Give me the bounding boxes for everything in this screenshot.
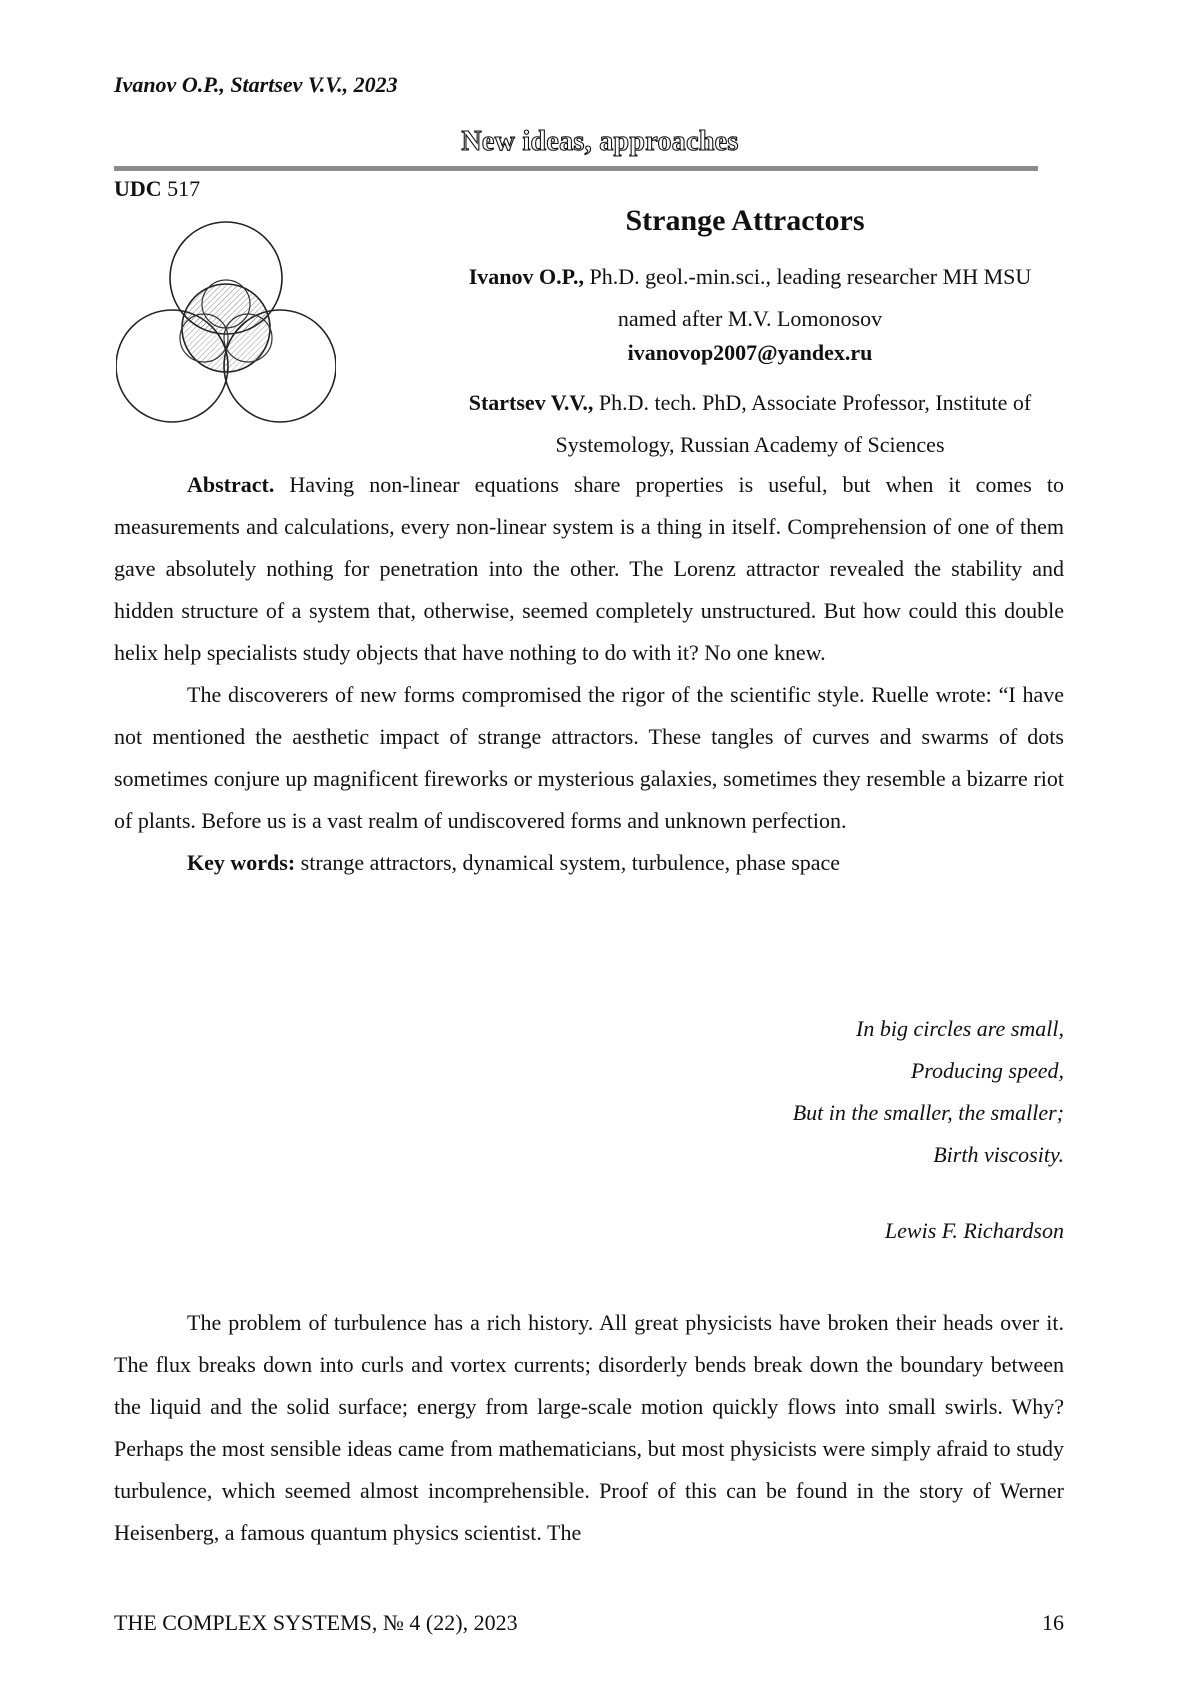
abstract-paragraph-2: The discoverers of new forms compromised the rigor of the scientific style. Ruelle wrote: “I have not mentioned the aesthetic impact of strange attractors. These tangles of curves and swarms of dots sometimes conjure up magnificent fireworks or mysterious galaxies, sometimes they resemble a bizarre riot of plants. Before us is a vast realm of undiscovered forms and unknown perfection. bbox=[114, 682, 1064, 833]
abstract-section bbox=[114, 464, 1064, 884]
author2-desc-cont: Systemology, Russian Academy of Sciences bbox=[555, 432, 945, 457]
author1-line bbox=[410, 256, 1090, 298]
epigraph-line: In big circles are small, bbox=[856, 1016, 1064, 1041]
article-title: Strange Attractors bbox=[625, 204, 865, 237]
epigraph-line: But in the smaller, the smaller; bbox=[792, 1100, 1064, 1125]
udc-label: UDC bbox=[114, 176, 162, 201]
epigraph bbox=[793, 1008, 1064, 1176]
journal-footer: THE COMPLEX SYSTEMS, № 4 (22), 2023 bbox=[114, 1610, 518, 1635]
author1-name: Ivanov O.P., bbox=[468, 264, 585, 289]
keywords-label: Key words: bbox=[187, 850, 296, 875]
abstract-text: Having non-linear equations share properties is useful, but when it comes to measurements and calculations, every non-linear system is a thing in itself. Comprehension of one of them gave absolutely nothing for penetration into the other. The Lorenz attractor revealed the stability and hidden structure of a system that, otherwise, seemed completely unstructured. But how could this double helix help specialists study objects that have nothing to do with it? No one knew. bbox=[114, 472, 1064, 665]
keywords-text: strange attractors, dynamical system, turbulence, phase space bbox=[300, 850, 841, 875]
abstract-paragraph bbox=[114, 464, 1064, 674]
author-email: ivanovop2007@yandex.ru bbox=[627, 340, 873, 365]
author2-line bbox=[410, 382, 1090, 424]
page-number: 16 bbox=[1042, 1610, 1064, 1635]
udc-line bbox=[114, 176, 200, 202]
author1-desc-cont: named after M.V. Lomonosov bbox=[617, 306, 883, 331]
body-paragraph: The problem of turbulence has a rich history. All great physicists have broken their heads over it. The flux breaks down into curls and vortex currents; disorderly bends break down the boundary between the liquid and the solid surface; energy from large-scale motion quickly flows into small swirls. Why? Perhaps the most sensible ideas came from mathematicians, but most physicists were simply afraid to study turbulence, which seemed almost incomprehensible. Proof of this can be found in the story of Werner Heisenberg, a famous quantum physics scientist. The bbox=[114, 1310, 1064, 1545]
abstract-label: Abstract. bbox=[187, 472, 275, 497]
author1-desc: Ph.D. geol.-min.sci., leading researcher MH MSU bbox=[589, 264, 1032, 289]
author2-desc: Ph.D. tech. PhD, Associate Professor, Institute of bbox=[598, 390, 1032, 415]
section-rule bbox=[114, 166, 1038, 171]
main-text bbox=[114, 1302, 1064, 1554]
running-head: Ivanov O.P., Startsev V.V., 2023 bbox=[114, 72, 398, 97]
epigraph-line: Birth viscosity. bbox=[933, 1142, 1064, 1167]
author1-block bbox=[410, 256, 1090, 340]
author2-name: Startsev V.V., bbox=[468, 390, 594, 415]
keywords-line bbox=[114, 842, 1064, 884]
section-title: New ideas, approaches bbox=[461, 126, 739, 157]
author2-block bbox=[410, 382, 1090, 466]
circles-logo-icon bbox=[116, 220, 336, 430]
epigraph-line: Producing speed, bbox=[910, 1058, 1064, 1083]
udc-value: 517 bbox=[167, 176, 201, 201]
epigraph-author: Lewis F. Richardson bbox=[884, 1218, 1064, 1243]
